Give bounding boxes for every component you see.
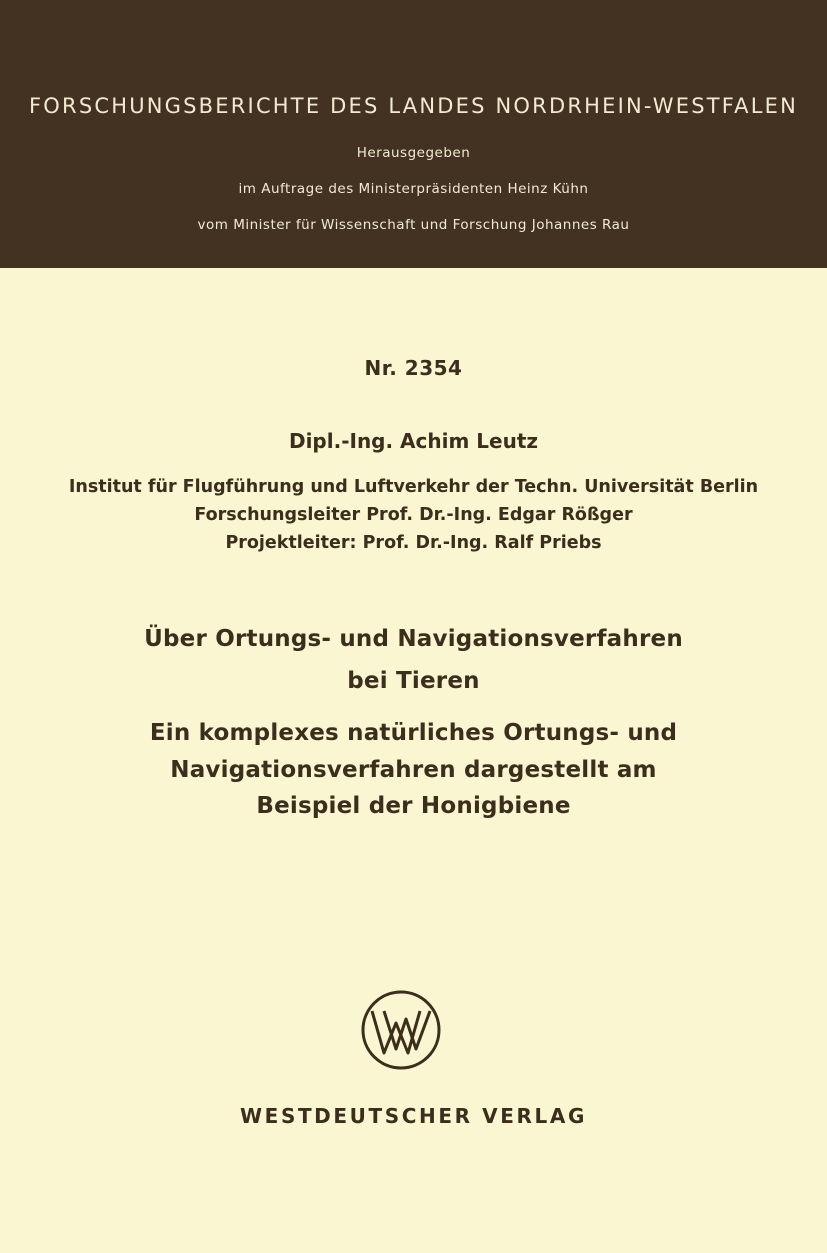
project-lead-line: Projektleiter: Prof. Dr.-Ing. Ralf Priebs <box>225 533 602 553</box>
editor-line-2: im Auftrage des Ministerpräsidenten Heinz Kühn <box>238 181 589 197</box>
title-line-2: bei Tieren <box>347 668 480 694</box>
subtitle-line-3: Beispiel der Honigbiene <box>256 793 571 819</box>
title-line-1: Über Ortungs- und Navigationsverfahren <box>144 626 683 652</box>
editor-line-3: vom Minister für Wissenschaft und Forschung Johannes Rau <box>197 217 630 233</box>
research-lead-line: Forschungsleiter Prof. Dr.-Ing. Edgar Rößger <box>194 505 633 525</box>
series-header-band <box>0 0 827 268</box>
subtitle-line-1: Ein komplexes natürliches Ortungs- und <box>149 720 678 746</box>
author-name: Dipl.-Ing. Achim Leutz <box>288 429 539 453</box>
editor-line-1: Herausgegeben <box>356 145 471 161</box>
wv-publisher-logo-icon <box>360 989 442 1071</box>
subtitle-line-2: Navigationsverfahren dargestellt am <box>170 757 657 783</box>
report-number: Nr. 2354 <box>364 356 463 380</box>
series-title: FORSCHUNGSBERICHTE DES LANDES NORDRHEIN-WESTFALEN <box>29 94 798 118</box>
institute-line: Institut für Flugführung und Luftverkehr der Techn. Universität Berlin <box>68 477 759 497</box>
publisher-name: WESTDEUTSCHER VERLAG <box>240 1104 587 1128</box>
